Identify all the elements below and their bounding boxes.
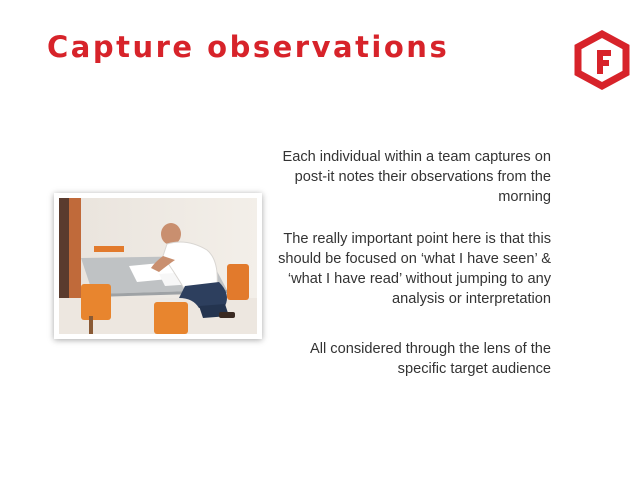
slide-title: Capture observations (47, 30, 450, 64)
man-writing-at-table-photo (59, 198, 257, 334)
hexagon-f-logo-icon (573, 30, 631, 90)
paragraph-2: The really important point here is that this should be focused on ‘what I have seen’ & ‘what I have read’ without jumping to any analysis or interpretation (278, 231, 551, 307)
photo-frame (54, 193, 262, 339)
paragraph-1: Each individual within a team captures on post-it notes their observations from the morning (282, 149, 551, 205)
paragraph-3: All considered through the lens of the specific target audience (310, 341, 551, 377)
